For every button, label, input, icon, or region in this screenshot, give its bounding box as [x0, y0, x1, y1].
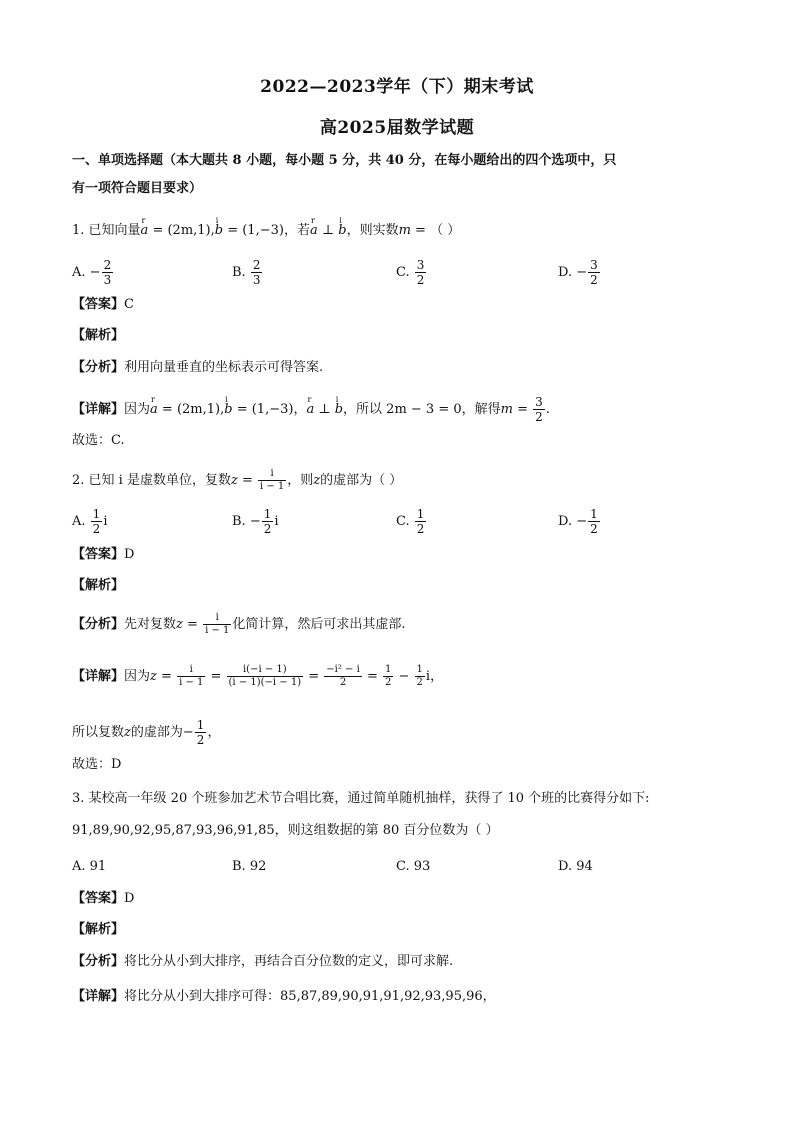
- q1-option-d: D. − $\frac{3}{2}$: [558, 258, 598, 287]
- q3-stem-line1: 3. 某校高一年级 20 个班参加艺术节合唱比赛，通过简单随机抽样，获得了 10 个班的比赛得分如下:: [72, 791, 650, 806]
- section-heading-line1: 一、单项选择题（本大题共 8 小题，每小题 5 分，共 40 分，在每小题给出的四个选项中，只: [72, 153, 617, 168]
- q2-option-b: B. − $\frac{1}{2}$ i: [232, 507, 279, 536]
- q2-conclusion: 所以复数z的虚部为− $\frac{1}{2}$ ，: [72, 718, 221, 747]
- q3-xiangjie: 【详解】将比分从小到大排序可得：85,87,89,90,91,91,92,93,95,96，: [72, 989, 496, 1004]
- q1-choice: 故选：C.: [72, 433, 125, 448]
- q1-analysis-label: 【解析】: [72, 328, 125, 343]
- q3-option-d: D. 94: [558, 859, 593, 874]
- q1-xiangjie: 【详解】因为 r a = (2m,1), i b = (1,−3)， r a ⊥ i b，所以 2m − 3 = 0，解得m = $\frac{3}{2}$ .: [72, 395, 550, 424]
- q2-option-a: A. $\frac{1}{2}$ i: [72, 507, 108, 536]
- q1-fenxi: 【分析】利用向量垂直的坐标表示可得答案.: [72, 360, 324, 375]
- q2-option-d: D. − $\frac{1}{2}$: [558, 507, 598, 536]
- q3-stem-line2: 91,89,90,92,95,87,93,96,91,85，则这组数据的第 80 百分位数为（ ）: [72, 823, 499, 838]
- q1-option-c: C. $\frac{3}{2}$: [396, 258, 425, 287]
- exam-subtitle: 高2025届数学试题: [319, 118, 475, 138]
- q2-stem: 2. 已知 i 是虚数单位，复数z = $\frac{i}{i - 1}$ ，则z的虚部为（ ）: [72, 468, 403, 492]
- q3-fenxi: 【分析】将比分从小到大排序，再结合百分位数的定义，即可求解.: [72, 954, 454, 969]
- q2-answer: 【答案】D: [72, 547, 135, 562]
- q3-option-b: B. 92: [232, 859, 267, 874]
- q1-option-a: A. − $\frac{2}{3}$: [72, 258, 112, 287]
- section-heading-line2: 有一项符合题目要求）: [72, 181, 203, 196]
- q2-fenxi: 【分析】先对复数z = $\frac{i}{i - 1}$ 化简计算，然后可求出其虚部.: [72, 612, 406, 636]
- q1-option-b: B. $\frac{2}{3}$: [232, 258, 261, 287]
- q1-stem: 1. 已知向量 r a = (2m,1), i b = (1,−3)，若 r a ⊥ i b，则实数m = （ ）: [72, 216, 461, 238]
- q2-analysis-label: 【解析】: [72, 578, 125, 593]
- q2-xiangjie: 【详解】因为z = $\frac{i}{i - 1}$ = $\frac{i(-i - 1)}{(i - 1)(-i - 1)}$ = $\frac{\text{−i² − i}}{2}$ = $\frac{1}{2}$ − $\frac{1}{2}$ i，: [72, 664, 444, 688]
- q3-analysis-label: 【解析】: [72, 922, 125, 937]
- q1-answer: 【答案】C: [72, 297, 134, 312]
- q2-option-c: C. $\frac{1}{2}$: [396, 507, 425, 536]
- q2-choice: 故选：D: [72, 757, 122, 772]
- q3-option-a: A. 91: [72, 859, 107, 874]
- exam-title: 2022—2023学年（下）期末考试: [260, 77, 534, 97]
- q3-answer: 【答案】D: [72, 891, 135, 906]
- q3-option-c: C. 93: [396, 859, 431, 874]
